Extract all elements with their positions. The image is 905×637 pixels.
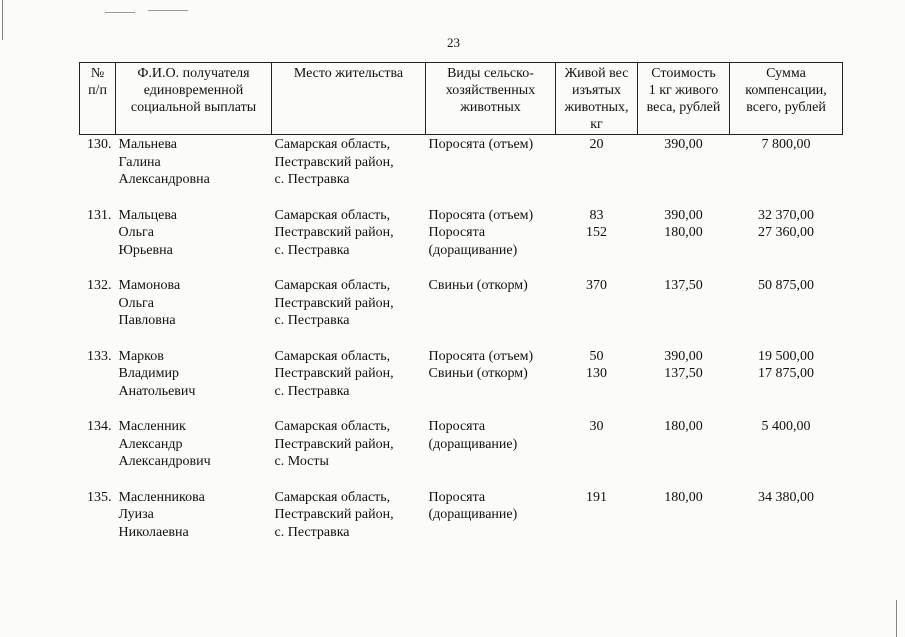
price-per-kg xyxy=(638,135,730,207)
live-weight-value: 370 xyxy=(586,278,607,293)
price-value: 390,00 xyxy=(664,348,703,364)
table-row xyxy=(80,207,843,278)
live-weight-value: 30 xyxy=(589,419,604,434)
price-value: 137,50 xyxy=(664,278,703,293)
compensation-sum xyxy=(730,348,843,419)
scan-right-edge xyxy=(896,600,897,637)
table-row xyxy=(80,348,843,419)
price-per-kg xyxy=(638,418,730,489)
sum-value: 7 800,00 xyxy=(761,137,811,152)
scan-mark xyxy=(105,12,135,13)
table-row xyxy=(80,135,843,207)
residence: Самарская область, Пестравский район, с. Пестравка xyxy=(274,137,394,187)
residence: Самарская область, Пестравский район, с. Пестравка xyxy=(274,348,394,399)
animal-kind-entry: Поросята (доращивание) xyxy=(428,225,518,258)
residence: Самарская область, Пестравский район, с. Мосты xyxy=(274,419,394,469)
live-weight xyxy=(556,348,638,419)
row-number: 135. xyxy=(87,489,112,505)
compensation-sum xyxy=(730,135,843,207)
compensation-table xyxy=(79,62,843,559)
animal-kind xyxy=(426,418,556,489)
row-number: 130. xyxy=(87,137,112,152)
animal-kind xyxy=(426,135,556,207)
row-number: 131. xyxy=(87,207,112,223)
header-compensation-sum: Сумма компенсации, всего, рублей xyxy=(730,63,843,135)
live-weight xyxy=(556,489,638,560)
live-weight-value: 20 xyxy=(589,137,604,152)
sum-value: 50 875,00 xyxy=(758,278,814,293)
recipient-name: Мамонова Ольга Павловна xyxy=(118,278,181,328)
residence: Самарская область, Пестравский район, с. Пестравка xyxy=(274,207,394,258)
header-price-per-kg: Стоимость 1 кг живого веса, рублей xyxy=(638,63,730,135)
price-value: 180,00 xyxy=(664,419,703,434)
price-per-kg xyxy=(638,207,730,278)
live-weight-value: 130 xyxy=(586,366,607,381)
sum-value: 34 380,00 xyxy=(758,489,814,505)
header-residence: Место жительства xyxy=(272,63,426,135)
table-header-row xyxy=(80,63,843,135)
row-number: 132. xyxy=(87,278,112,293)
animal-kind-entry: Свиньи (откорм) xyxy=(428,278,528,293)
sum-value: 17 875,00 xyxy=(758,366,814,381)
live-weight xyxy=(556,135,638,207)
table-row xyxy=(80,489,843,560)
sum-value: 19 500,00 xyxy=(758,348,814,364)
live-weight xyxy=(556,277,638,348)
recipient-name: Мальнева Галина Александровна xyxy=(118,137,210,187)
row-number: 134. xyxy=(87,419,112,434)
price-value: 390,00 xyxy=(664,137,703,152)
row-number: 133. xyxy=(87,348,112,364)
compensation-sum xyxy=(730,489,843,560)
scan-left-edge xyxy=(2,0,3,40)
live-weight-value: 152 xyxy=(586,225,607,240)
animal-kind xyxy=(426,489,556,560)
page-number: 23 xyxy=(447,35,460,50)
recipient-name: Мальцева Ольга Юрьевна xyxy=(118,207,178,258)
compensation-sum xyxy=(730,277,843,348)
price-per-kg xyxy=(638,348,730,419)
animal-kind-entry: Поросята (отъем) xyxy=(428,348,534,364)
header-live-weight: Живой вес изъятых животных, кг xyxy=(556,63,638,135)
animal-kind-entry: Поросята (отъем) xyxy=(428,207,534,223)
header-recipient-name: Ф.И.О. получателя единовременной социальной выплаты xyxy=(116,63,272,135)
residence: Самарская область, Пестравский район, с. Пестравка xyxy=(274,278,394,328)
recipient-name: Масленникова Луиза Николаевна xyxy=(118,489,205,540)
price-per-kg xyxy=(638,489,730,560)
live-weight-value: 50 xyxy=(589,348,604,364)
animal-kind-entry: Поросята (доращивание) xyxy=(428,489,518,522)
animal-kind-entry: Поросята (отъем) xyxy=(428,137,534,152)
live-weight-value: 83 xyxy=(589,207,604,223)
price-value: 180,00 xyxy=(664,225,703,240)
animal-kind-entry: Свиньи (откорм) xyxy=(428,366,528,381)
sum-value: 32 370,00 xyxy=(758,207,814,223)
residence: Самарская область, Пестравский район, с. Пестравка xyxy=(274,489,394,540)
animal-kind xyxy=(426,277,556,348)
sum-value: 27 360,00 xyxy=(758,225,814,240)
recipient-name: Марков Владимир Анатольевич xyxy=(118,348,196,399)
price-value: 390,00 xyxy=(664,207,703,223)
animal-kind xyxy=(426,348,556,419)
table-row xyxy=(80,277,843,348)
table-row xyxy=(80,418,843,489)
header-number: № п/п xyxy=(80,63,116,135)
price-value: 137,50 xyxy=(664,366,703,381)
price-value: 180,00 xyxy=(664,489,703,505)
live-weight xyxy=(556,207,638,278)
sum-value: 5 400,00 xyxy=(761,419,811,434)
header-animal-kind: Виды сельско- хозяйственных животных xyxy=(426,63,556,135)
recipient-name: Масленник Александр Александрович xyxy=(118,419,211,469)
live-weight xyxy=(556,418,638,489)
compensation-sum xyxy=(730,207,843,278)
animal-kind xyxy=(426,207,556,278)
scan-mark xyxy=(148,10,188,11)
animal-kind-entry: Поросята (доращивание) xyxy=(428,419,518,452)
compensation-sum xyxy=(730,418,843,489)
live-weight-value: 191 xyxy=(586,489,607,505)
price-per-kg xyxy=(638,277,730,348)
